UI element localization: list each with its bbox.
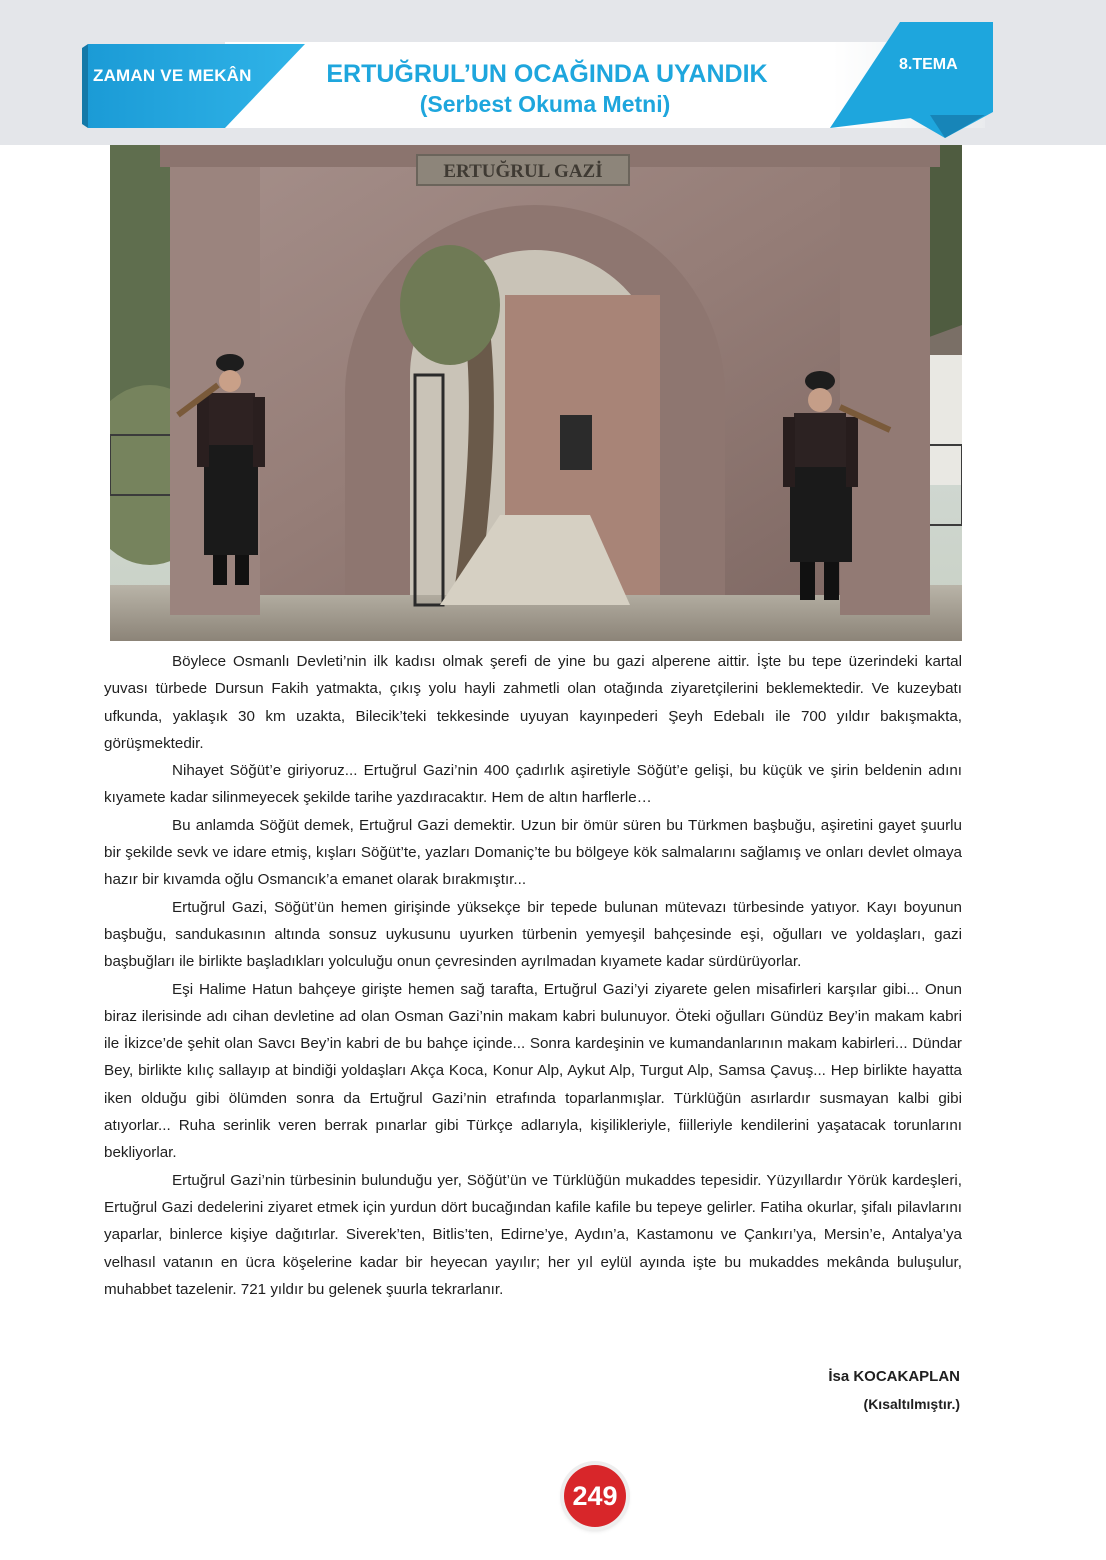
paragraph: Eşi Halime Hatun bahçeye girişte hemen sağ tarafta, Ertuğrul Gazi’yi ziyarete gelen misafirleri karşılar gibi... Onun biraz ilerisinde adı cihan devletine ad olan Osman Gazi’nin makam kabri bulunuyor. Öteki oğulları Gündüz Bey’in makam kabri ile İkizce’de şehit olan Savcı Bey’in kabri de bu bahçe içinde... Sonra kardeşinin ve kumandanlarının makam kabirleri... Dündar Bey, birlikte kılıç sallayıp at bindiği yoldaşları Akça Koca, Konur Alp, Aykut Alp, Turgut Alp, Samsa Çavuş... Hep birlikte hayatta iken olduğu gibi ölümden sonra da Ertuğrul Gazi’nin etrafında toparlanmışlar. Türklüğün asırlardır susmayan kalbi gibi atıyorlar... Ruha serinlik veren berrak pınarlar gibi Türkçe adlarıyla, kişilikleriyle, fiilleriyle kendilerini yaşatacak torunlarını bekliyorlar. (104, 980, 962, 1162)
page-title: ERTUĞRUL’UN OCAĞINDA UYANDIK (326, 60, 768, 88)
theme-label: 8.TEMA (899, 56, 958, 73)
page-subtitle: (Serbest Okuma Metni) (419, 91, 671, 117)
article-body (104, 648, 962, 1303)
tomb-gate-photo (110, 145, 962, 641)
paragraph: Nihayet Söğüt’e giriyoruz... Ertuğrul Gazi’nin 400 çadırlık aşiretiyle Söğüt’e gelişi, bu küçük ve şirin beldenin adını kıyamete kadar silinmeyecek şekilde tarihe yazdıracaktır. Hem de altın harflerle… (104, 762, 962, 807)
paragraph: Ertuğrul Gazi’nin türbesinin bulunduğu yer, Söğüt’ün ve Türklüğün mukaddes tepesidir. Yüzyıllardır Yörük kardeşleri, Ertuğrul Gazi dedelerini ziyaret etmek için yurdun dört bucağından kafile kafile bu tepeye gelirler. Fatiha okurlar, şifalı pilavlarını yaparlar, binlerce kişiye dağıtırlar. Siverek’ten, Bitlis’ten, Edirne’ye, Aydın’a, Kastamonu ve Çankırı’ya, Mersin’e, Antalya’ya velhasıl vatanın en ücra köşelerine kadar bir heyecan yayılır; her yıl eylül ayında işte bu mukaddes mekânda buluşulur, muhabbet tazelenir. 721 yıldır bu gelenek şuurla tekrarlanır. (104, 1171, 962, 1298)
paragraph: Böylece Osmanlı Devleti’nin ilk kadısı olmak şerefi de yine bu gazi alperene aittir. İşte bu tepe üzerindeki kartal yuvası türbede Dursun Fakih yatmakta, çıkış yolu hayli zahmetli olan otağında ziyaretçilerini beklemektedir. Ve kuzeybatı ufkunda, yaklaşık 30 km uzakta, Bilecik’teki tekkesinde uyuyan kayınpederi Şeyh Edebalı ile 700 yıldır bakışmakta, görüşmektedir. (104, 653, 962, 752)
abridged-note: (Kısaltılmıştır.) (863, 1396, 960, 1412)
paragraph: Ertuğrul Gazi, Söğüt’ün hemen girişinde yüksekçe bir tepede bulunan mütevazı türbesinde yatıyor. Kayı boyunun başbuğu, sandukasının altında sonsuz uykusunu uyurken türbenin yemyeşil bahçesinde eşi, oğulları ve yoldaşları, gazi başbuğları ile birlikte başladıkları yolculuğu onun çevresinden ayrılmadan kıyamete kadar sürdürüyorlar. (104, 898, 962, 971)
paragraph: Bu anlamda Söğüt demek, Ertuğrul Gazi demektir. Uzun bir ömür süren bu Türkmen başbuğu, aşiretini gayet şuurlu bir şekilde sevk ve idare etmiş, kışları Söğüt’te, yazları Domaniç’te bu bölgeye kök salmalarını sağlamış ve onları devlet olmaya hazır bir kıvamda oğlu Osmancık’a emanet olarak bırakmıştır... (104, 816, 962, 889)
tomb-gate-illustration (110, 145, 962, 641)
author-name: İsa KOCAKAPLAN (828, 1368, 960, 1385)
page-number-badge: 249 (564, 1465, 626, 1527)
sign-text: ERTUĞRUL GAZİ (443, 161, 603, 182)
section-label: ZAMAN VE MEKÂN (93, 66, 252, 85)
